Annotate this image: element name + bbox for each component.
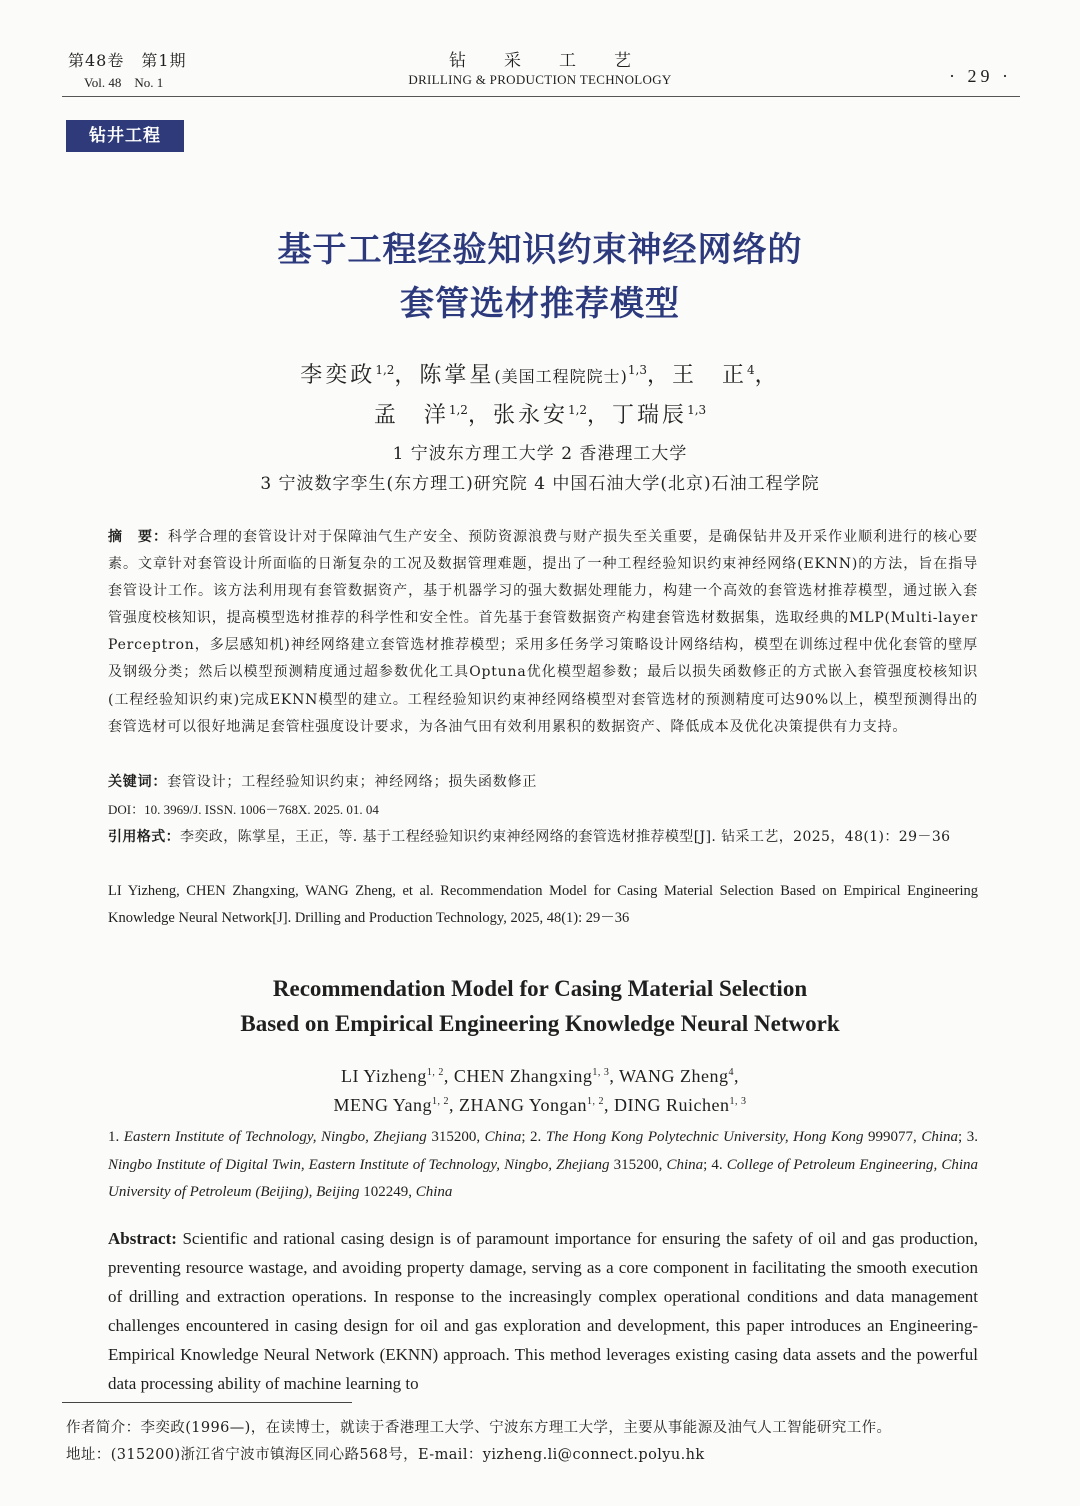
journal-name-cn: 钻采工艺 bbox=[449, 51, 669, 71]
author-name: ，丁瑞辰 bbox=[587, 403, 688, 428]
author-sup: 1,2 bbox=[375, 363, 395, 377]
aff-italic: China bbox=[666, 1156, 704, 1173]
author-sup: 1,2 bbox=[567, 403, 588, 417]
aff-text: 102249, bbox=[359, 1184, 416, 1200]
author-note: (美国工程院院士) bbox=[494, 367, 628, 386]
author-name: , CHEN Zhangxing bbox=[443, 1066, 593, 1086]
doi: DOI：10. 3969/J. ISSN. 1006－768X. 2025. 01. 04 bbox=[108, 802, 379, 817]
footnote-bio-text: 李奕政(1996—)，在读博士，就读于香港理工大学、宁波东方理工大学，主要从事能源及油气人工智能研究工作。 bbox=[140, 1420, 892, 1436]
author-sup: 4 bbox=[747, 363, 755, 377]
citation-label: 引用格式： bbox=[108, 829, 180, 845]
author-sep: ， bbox=[754, 363, 780, 388]
footnote-bio bbox=[66, 1416, 891, 1437]
keywords-label: 关键词： bbox=[108, 774, 168, 790]
aff-text: ; 2. bbox=[521, 1129, 546, 1145]
author-sup: 1,3 bbox=[627, 363, 648, 377]
aff-italic: China bbox=[415, 1184, 453, 1200]
author-sep: , bbox=[733, 1066, 739, 1086]
author-name: ，陈掌星 bbox=[394, 363, 495, 388]
journal-name-en: DRILLING & PRODUCTION TECHNOLOGY bbox=[408, 72, 672, 87]
authors-cn-line2 bbox=[0, 398, 1080, 429]
citation-en: LI Yizheng, CHEN Zhangxing, WANG Zheng, et al. Recommendation Model for Casing Material Selection Based on Empirical Engineering Knowledge Neural Network[J]. Drilling and Production Technology, 2025, 48(1): 29－36 bbox=[108, 883, 978, 926]
abstract-en bbox=[108, 1224, 978, 1398]
abstract-cn-label: 摘 要： bbox=[108, 529, 169, 545]
header-rule bbox=[62, 96, 1020, 97]
author-sup: 1, 2 bbox=[426, 1067, 444, 1078]
author-sup: 1,2 bbox=[448, 403, 468, 417]
keywords-text: 套管设计；工程经验知识约束；神经网络；损失函数修正 bbox=[167, 774, 538, 790]
title-cn-line1: 基于工程经验知识约束神经网络的 bbox=[277, 230, 803, 270]
affiliation-cn-line2: 3 宁波数字孪生(东方理工)研究院 4 中国石油大学(北京)石油工程学院 bbox=[260, 474, 820, 494]
footnote-label: 作者简介： bbox=[66, 1420, 141, 1436]
author-name: , DING Ruichen bbox=[604, 1095, 730, 1115]
section-tag: 钻井工程 bbox=[66, 120, 184, 152]
author-sup: 1, 3 bbox=[592, 1067, 610, 1078]
journal-volume-en: Vol. 48 No. 1 bbox=[84, 75, 164, 90]
aff-italic: China bbox=[484, 1129, 522, 1145]
title-cn-line2: 套管选材推荐模型 bbox=[400, 284, 680, 324]
author-sup: 4 bbox=[728, 1067, 734, 1078]
footnote-address: 地址：(315200)浙江省宁波市镇海区同心路568号，E-mail：yizheng.li@connect.polyu.hk bbox=[66, 1447, 705, 1463]
aff-text: ; 4. bbox=[703, 1156, 727, 1173]
aff-text: 315200, bbox=[609, 1156, 667, 1173]
aff-italic: College of Petroleum Engineering, China University of Petroleum (Beijing), Beijing bbox=[108, 1156, 979, 1200]
title-en-line1: Recommendation Model for Casing Material Selection bbox=[272, 976, 808, 1001]
author-sup: 1,3 bbox=[687, 403, 707, 417]
affiliation-cn-line1: 1 宁波东方理工大学 2 香港理工大学 bbox=[392, 444, 688, 464]
aff-text: 315200, bbox=[426, 1129, 485, 1145]
keywords-cn bbox=[108, 771, 978, 791]
abstract-en-label: Abstract: bbox=[108, 1229, 177, 1248]
aff-text: ; 3. bbox=[958, 1129, 979, 1145]
authors-en-line1 bbox=[0, 1066, 1080, 1087]
affiliations-en bbox=[108, 1124, 978, 1207]
author-name: LI Yizheng bbox=[341, 1066, 427, 1086]
author-name: 李奕政 bbox=[300, 363, 376, 388]
aff-text: 1. bbox=[108, 1129, 124, 1145]
page-number: · 29 · bbox=[949, 66, 1012, 86]
aff-text: 999077, bbox=[863, 1129, 922, 1145]
abstract-cn-text: 科学合理的套管设计对于保障油气生产安全、预防资源浪费与财产损失至关重要，是确保钻井及开采作业顺利进行的核心要素。文章针对套管设计所面临的日渐复杂的工况及数据管理难题，提出了一种工程经验知识约束神经网络(EKNN)的方法，旨在指导套管设计工作。该方法利用现有套管数据资产，基于机器学习的强大数据处理能力，构建一个高效的套管选材推荐模型，通过嵌入套管强度校核知识，提高模型选材推荐的科学性和安全性。首先基于套管数据资产构建套管选材数据集，选取经典的MLP(Multi-layer Perceptron，多层感知机)神经网络建立套管选材推荐模型；采用多任务学习策略设计网络结构，模型在训练过程中优化套管的壁厚及钢级分类；然后以模型预测精度通过超参数优化工具Optuna优化模型超参数；最后以损失函数修正的方式嵌入套管强度校核知识(工程经验知识约束)完成EKNN模型的建立。工程经验知识约束神经网络模型对套管选材的预测精度可达90%以上，模型预测得出的套管选材可以很好地满足套管柱强度设计要求，为各油气田有效利用累积的数据资产、降低成本及优化决策提供有力支持。 bbox=[108, 529, 978, 735]
author-name: , WANG Zheng bbox=[609, 1066, 729, 1086]
author-name: , ZHANG Yongan bbox=[449, 1095, 588, 1115]
authors-en-line2 bbox=[0, 1095, 1080, 1116]
authors-cn-line1 bbox=[0, 358, 1080, 389]
citation-cn bbox=[108, 824, 978, 851]
aff-italic: The Hong Kong Polytechnic University, Hong Kong bbox=[545, 1129, 864, 1145]
title-en-line2: Based on Empirical Engineering Knowledge Neural Network bbox=[240, 1011, 840, 1036]
author-sup: 1, 3 bbox=[729, 1096, 747, 1107]
aff-italic: Eastern Institute of Technology, Ningbo, Zhejiang bbox=[123, 1129, 427, 1145]
abstract-cn bbox=[108, 524, 978, 741]
author-name: 孟 洋 bbox=[373, 403, 449, 428]
aff-italic: China bbox=[921, 1129, 959, 1145]
aff-italic: Ningbo Institute of Digital Twin, Eastern Institute of Technology, Ningbo, Zhejiang bbox=[108, 1156, 610, 1173]
author-name: MENG Yang bbox=[333, 1095, 433, 1115]
author-sup: 1, 2 bbox=[587, 1096, 605, 1107]
footnote-rule bbox=[62, 1402, 352, 1403]
author-sup: 1, 2 bbox=[432, 1096, 450, 1107]
author-name: ，王 正 bbox=[647, 363, 748, 388]
citation-cn-text: 李奕政，陈掌星，王正，等. 基于工程经验知识约束神经网络的套管选材推荐模型[J]. 钻采工艺，2025，48(1)：29－36 bbox=[180, 829, 951, 845]
author-name: ，张永安 bbox=[467, 403, 568, 428]
abstract-en-text: Scientific and rational casing design is of paramount importance for ensuring the safety of oil and gas production, preventing resource wastage, and avoiding property damage, serving as a core component in facilitating the smooth execution of drilling and extraction operations. In response to the increasingly complex operational conditions and data management challenges encountered in casing design for oil and gas exploration and development, this paper introduces an Engineering-Empirical Knowledge Neural Network (EKNN) approach. This method leverages existing casing data assets and the powerful data processing ability of machine learning to bbox=[108, 1229, 978, 1393]
journal-volume-cn: 第48卷 第1期 bbox=[68, 51, 187, 70]
